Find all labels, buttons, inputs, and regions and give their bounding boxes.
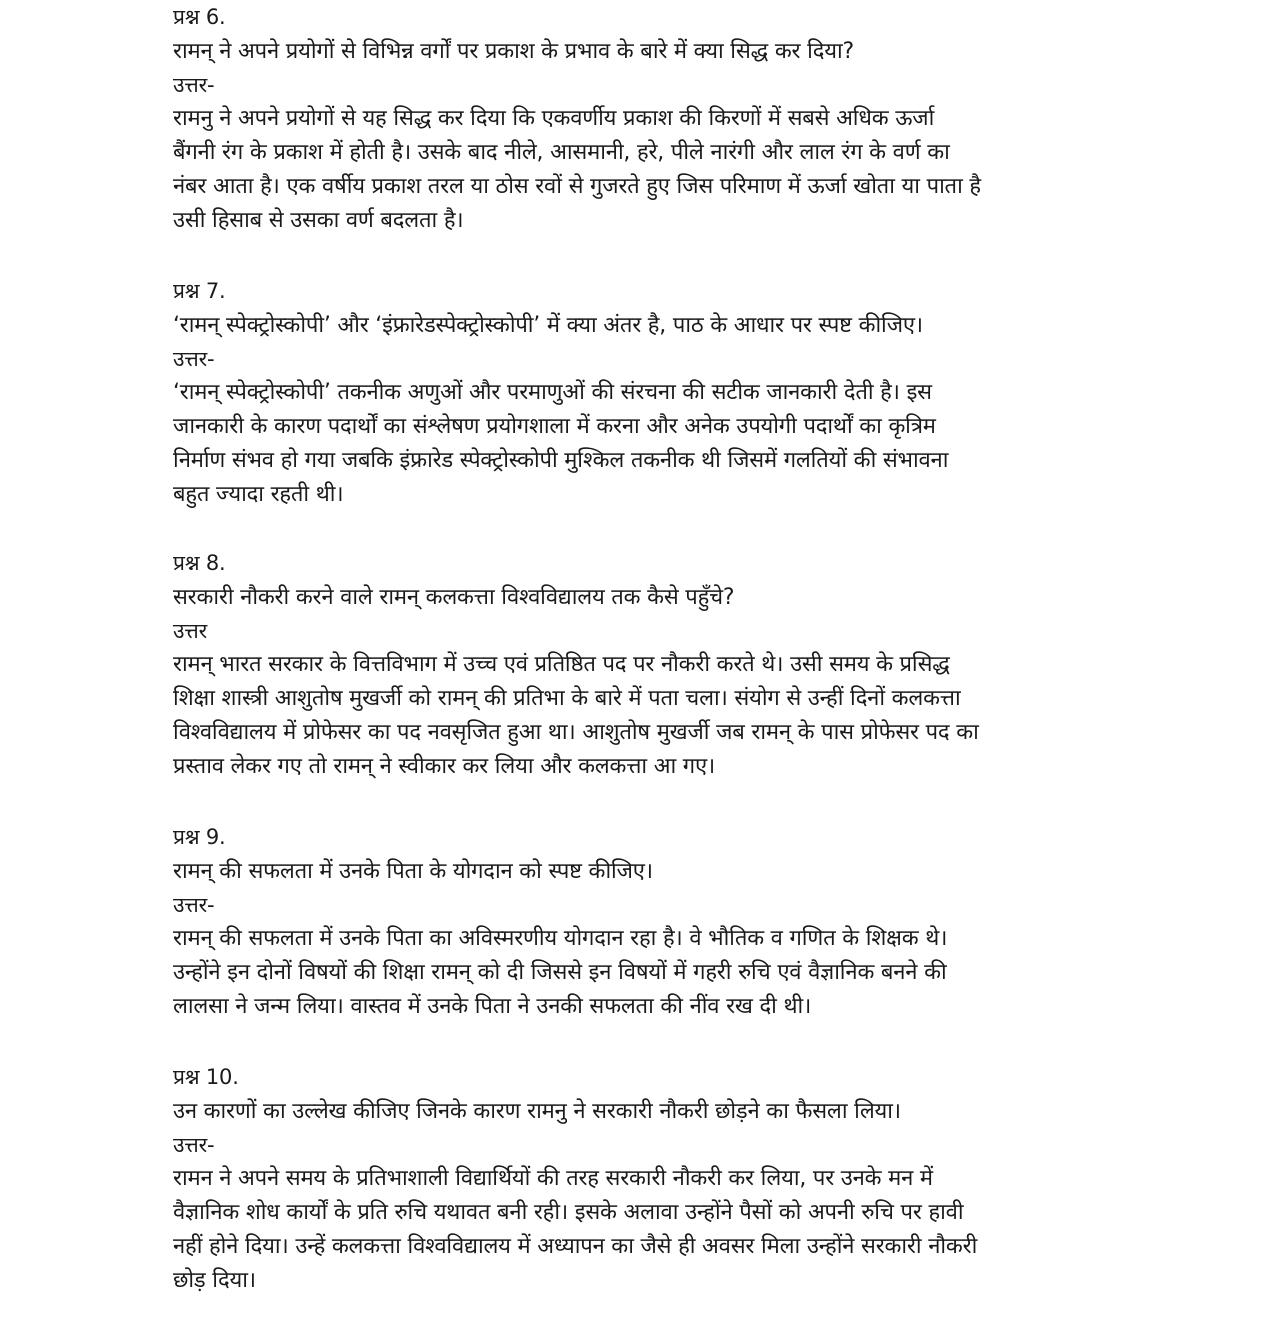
answer-line: रामन् की सफलता में उनके पिता का अविस्मरणीय योगदान रहा है। वे भौतिक व गणित के शिक्षक थे। — [173, 926, 948, 952]
answer-line: बहुत ज्यादा रहती थी। — [173, 481, 344, 507]
answer-line: बैंगनी रंग के प्रकाश में होती है। उसके बाद नीले, आसमानी, हरे, पीले नारंगी और लाल रंग के वर्ण का — [173, 140, 950, 166]
answer-line: वैज्ञानिक शोध कार्यों के प्रति रुचि यथावत बनी रही। इसके अलावा उन्होंने पैसों को अपनी रुचि पर हावी — [173, 1200, 964, 1226]
answer-label: उत्तर — [173, 618, 208, 643]
answer-line: निर्माण संभव हो गया जबकि इंफ्रारेड स्पेक्ट्रोस्कोपी मुश्किल तकनीक थी जिसमें गलतियों की संभावना — [173, 447, 949, 473]
answer-label: उत्तर- — [173, 72, 215, 97]
question-text: रामन् की सफलता में उनके पिता के योगदान को स्पष्ट कीजिए। — [173, 858, 653, 884]
question-number: प्रश्न 6. — [173, 5, 226, 29]
answer-line: छोड़ दिया। — [173, 1267, 256, 1293]
answer-line: नहीं होने दिया। उन्हें कलकत्ता विश्वविद्यालय में अध्यापन का जैसे ही अवसर मिला उन्होंने सरकारी नौकरी — [173, 1233, 978, 1259]
question-text: ‘रामन् स्पेक्ट्रोस्कोपी’ और ‘इंफ्रारेडस्पेक्ट्रोस्कोपी’ में क्या अंतर है, पाठ के आधार पर स्पष्ट कीजिए। — [173, 312, 923, 338]
question-text: उन कारणों का उल्लेख कीजिए जिनके कारण रामनु ने सरकारी नौकरी छोड़ने का फैसला लिया। — [173, 1098, 901, 1124]
answer-line: प्रस्ताव लेकर गए तो रामन् ने स्वीकार कर लिया और कलकत्ता आ गए। — [173, 753, 716, 779]
answer-line: विश्वविद्यालय में प्रोफेसर का पद नवसृजित हुआ था। आशुतोष मुखर्जी जब रामन् के पास प्रोफेसर पद का — [173, 719, 979, 745]
answer-line: रामन् भारत सरकार के वित्तविभाग में उच्च एवं प्रतिष्ठित पद पर नौकरी करते थे। उसी समय के प्रसिद्ध — [173, 652, 950, 678]
question-block-7 — [173, 275, 1173, 512]
answer-line: उसी हिसाब से उसका वर्ण बदलता है। — [173, 207, 464, 233]
question-text: रामन् ने अपने प्रयोगों से विभिन्न वर्गों पर प्रकाश के प्रभाव के बारे में क्या सिद्ध कर दिया? — [173, 38, 855, 64]
answer-line: रामनु ने अपने प्रयोगों से यह सिद्ध कर दिया कि एकवर्णीय प्रकाश की किरणों में सबसे अधिक ऊर्जा — [173, 106, 935, 132]
question-text: सरकारी नौकरी करने वाले रामन् कलकत्ता विश्वविद्यालय तक कैसे पहुँचे? — [173, 584, 735, 610]
answer-line: उन्होंने इन दोनों विषयों की शिक्षा रामन् को दी जिससे इन विषयों में गहरी रुचि एवं वैज्ञानिक बनने की — [173, 960, 947, 986]
answer-line: रामन ने अपने समय के प्रतिभाशाली विद्यार्थियों की तरह सरकारी नौकरी कर लिया, पर उनके मन में — [173, 1166, 933, 1192]
answer-line: ‘रामन् स्पेक्ट्रोस्कोपी’ तकनीक अणुओं और परमाणुओं की संरचना की सटीक जानकारी देती है। इस — [173, 380, 932, 406]
answer-label: उत्तर- — [173, 1132, 215, 1157]
answer-label: उत्तर- — [173, 892, 215, 917]
question-block-10 — [173, 1061, 1173, 1298]
answer-label: उत्तर- — [173, 346, 215, 371]
question-block-8 — [173, 547, 1173, 784]
question-number: प्रश्न 8. — [173, 551, 226, 575]
answer-line: शिक्षा शास्त्री आशुतोष मुखर्जी को रामन् की प्रतिभा के बारे में पता चला। संयोग से उन्हीं दिनों कलकत्ता — [173, 686, 961, 712]
answer-line: लालसा ने जन्म लिया। वास्तव में उनके पिता ने उनकी सफलता की नींव रख दी थी। — [173, 993, 812, 1019]
question-number: प्रश्न 10. — [173, 1065, 239, 1089]
question-number: प्रश्न 7. — [173, 279, 226, 303]
question-block-6 — [173, 1, 1173, 238]
answer-line: जानकारी के कारण पदार्थों का संश्लेषण प्रयोगशाला में करना और अनेक उपयोगी पदार्थों का कृत्रिम — [173, 414, 936, 440]
question-block-9 — [173, 821, 1173, 1024]
question-number: प्रश्न 9. — [173, 825, 226, 849]
answer-line: नंबर आता है। एक वर्षीय प्रकाश तरल या ठोस रवों से गुजरते हुए जिस परिमाण में ऊर्जा खोता या पाता है — [173, 173, 981, 199]
